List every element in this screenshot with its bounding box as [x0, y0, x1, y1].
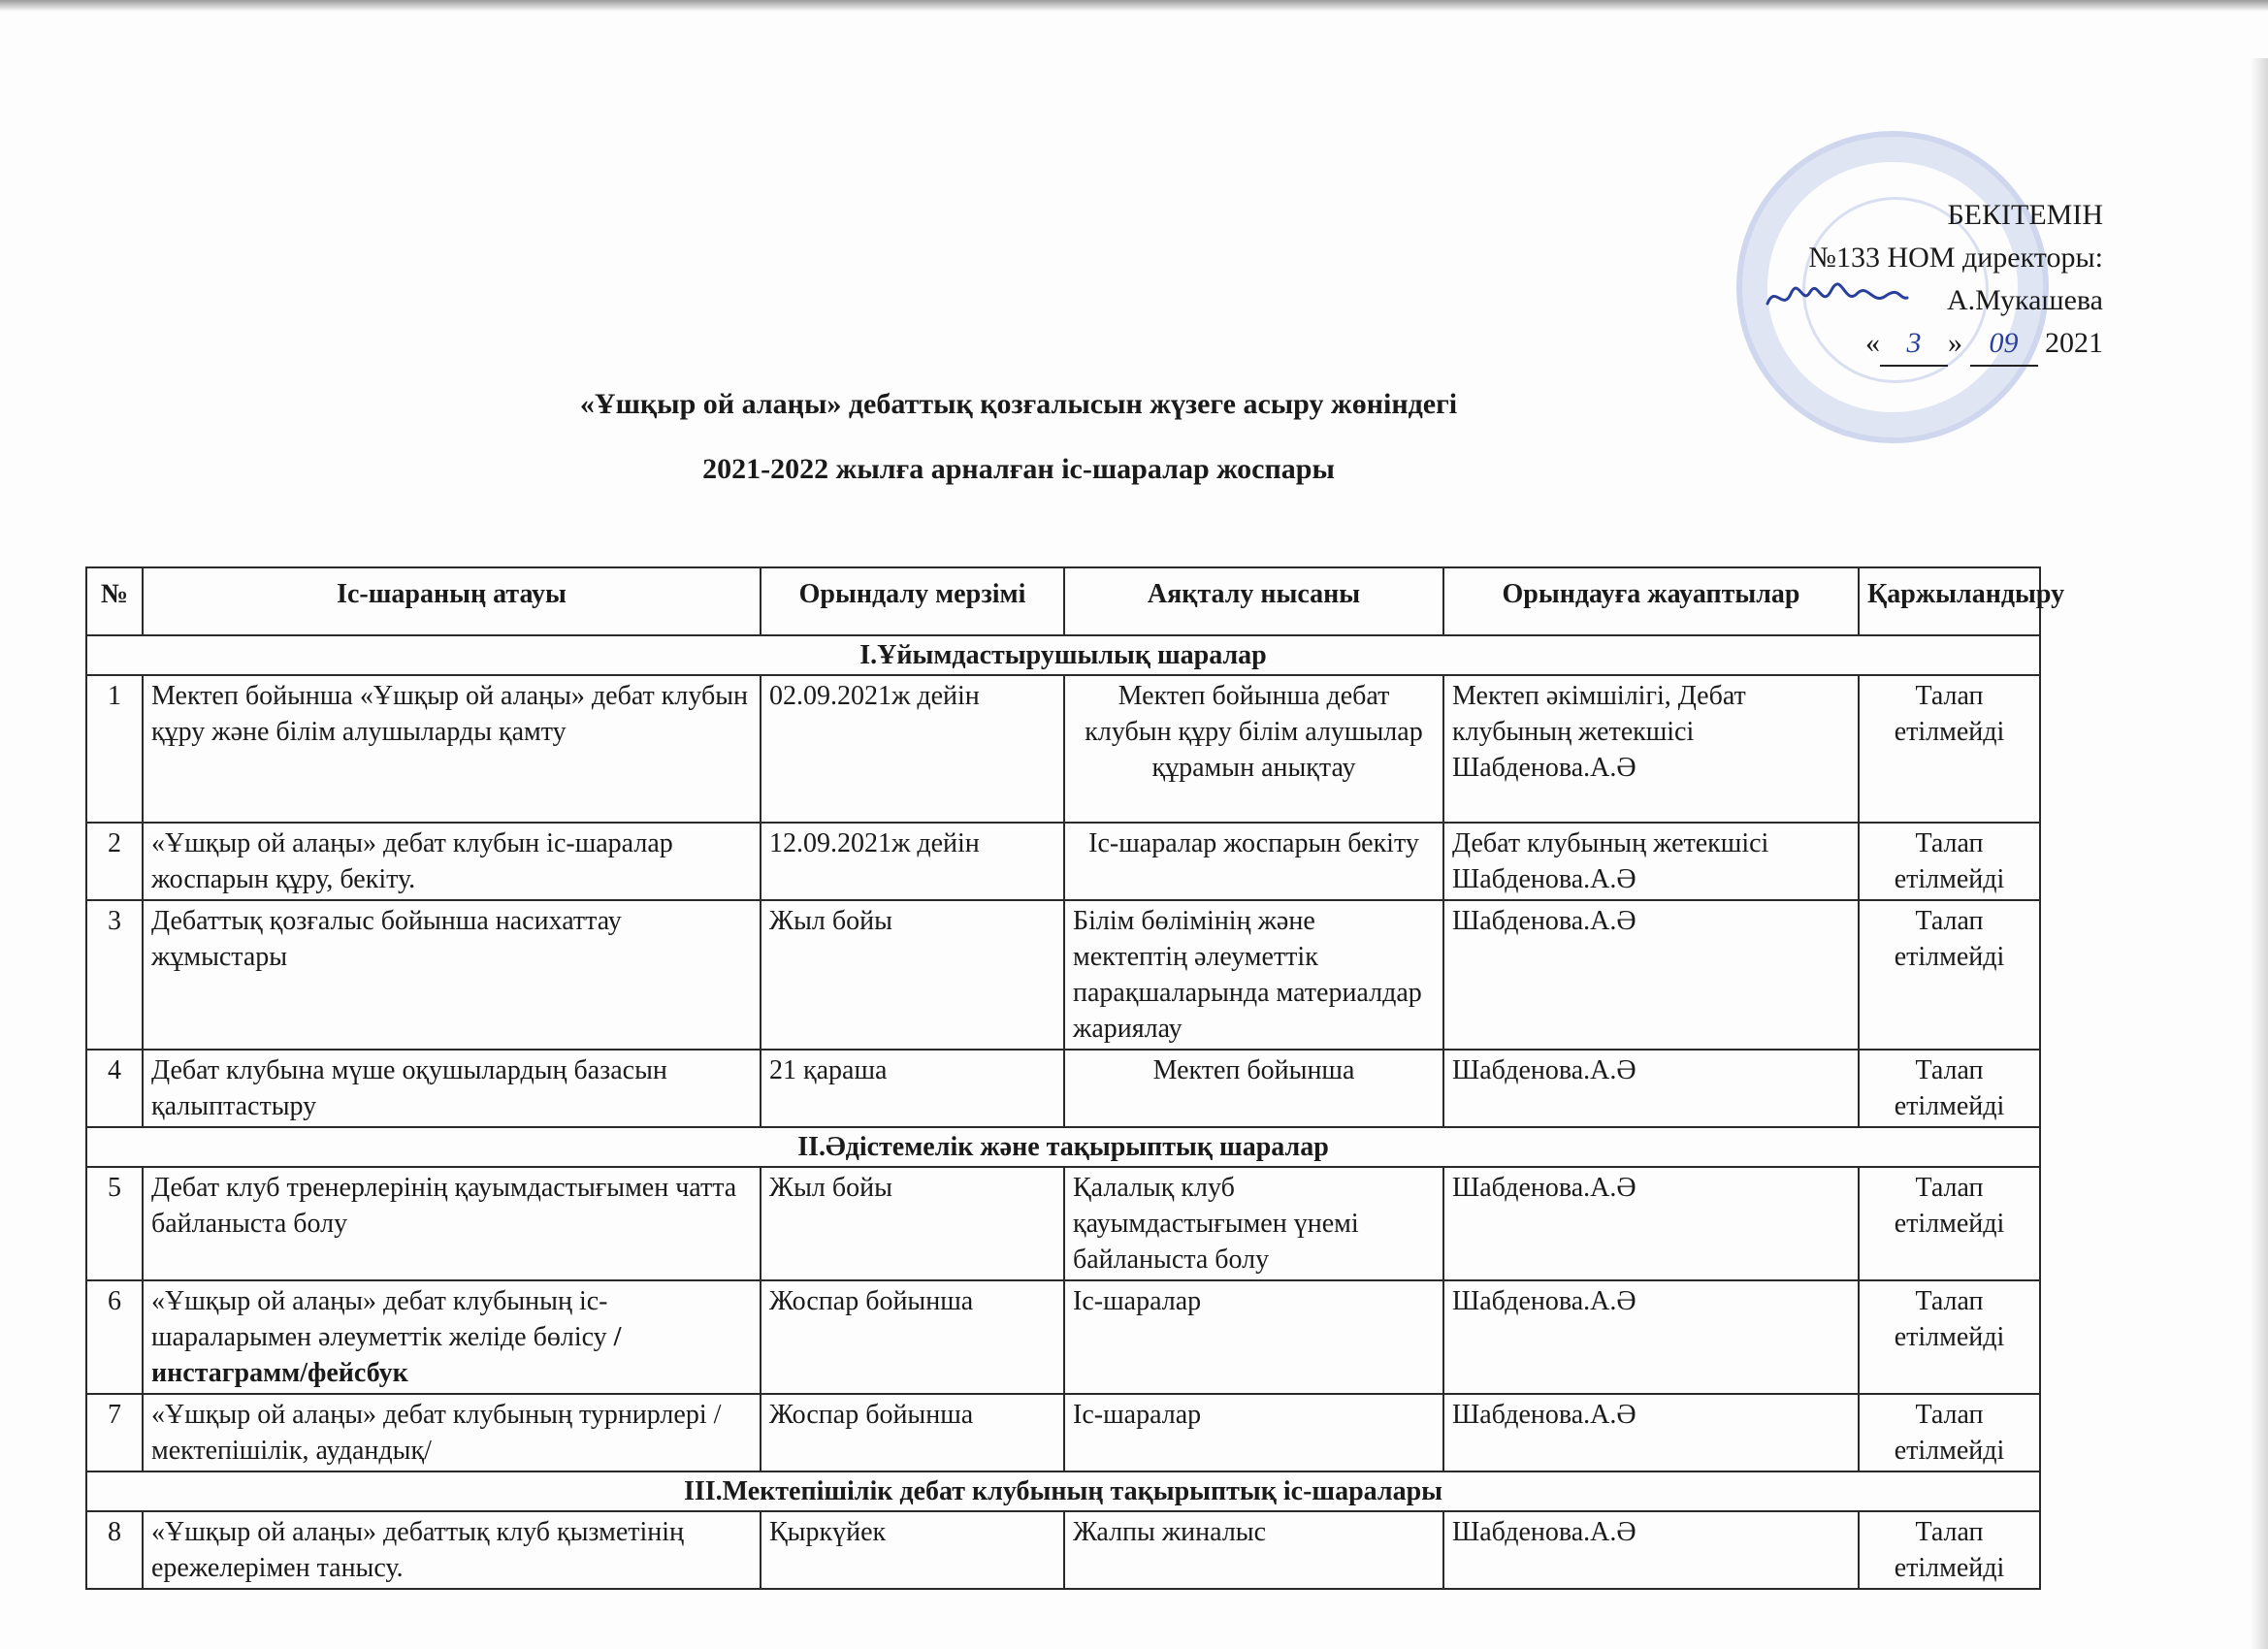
header-event-name: Іс-шараның атауы	[143, 567, 761, 635]
table-row	[86, 1511, 2040, 1589]
row-deadline: 02.09.2021ж дейін	[761, 675, 1064, 823]
row-financing: Талап етілмейді	[1859, 823, 2040, 900]
table-row	[86, 1394, 2040, 1471]
section-title: III.Мектепішілік дебат клубының тақырыптық іс-шаралары	[86, 1471, 2040, 1511]
row-number: 4	[86, 1050, 143, 1127]
approval-block	[1696, 194, 2103, 367]
row-financing: Талап етілмейді	[1859, 900, 2040, 1050]
document-title-line2: 2021-2022 жылға арналған іс-шаралар жоспары	[702, 453, 1335, 485]
approval-date: « 3 » 09 2021	[1696, 322, 2103, 367]
header-completion-form: Аяқталу нысаны	[1064, 567, 1443, 635]
row-completion-form: Мектеп бойынша дебат клубын құру білім алушылар құрамын анықтау	[1064, 675, 1443, 823]
table-row	[86, 1050, 2040, 1127]
row-completion-form: Іс-шаралар жоспарын бекіту	[1064, 823, 1443, 900]
scan-edge-right	[2251, 58, 2268, 1649]
plan-table	[85, 566, 2065, 1590]
scan-edge-top	[0, 0, 2268, 12]
row-number: 5	[86, 1167, 143, 1280]
row-number: 3	[86, 900, 143, 1050]
row-deadline: Жоспар бойынша	[761, 1394, 1064, 1471]
row-event-name-text: «Ұшқыр ой алаңы» дебат клубының іс-шараларымен әлеуметтік желіде бөлісу	[151, 1286, 608, 1352]
row-deadline: Қыркүйек	[761, 1511, 1064, 1589]
row-completion-form: Іс-шаралар	[1064, 1280, 1443, 1394]
header-deadline: Орындалу мерзімі	[761, 567, 1064, 635]
row-financing: Талап етілмейді	[1859, 1394, 2040, 1471]
row-financing: Талап етілмейді	[1859, 1167, 2040, 1280]
row-responsible: Дебат клубының жетекшісі Шабденова.А.Ә	[1443, 823, 1859, 900]
approval-year: 2021	[2045, 327, 2103, 359]
row-financing: Талап етілмейді	[1859, 1511, 2040, 1589]
row-number: 8	[86, 1511, 143, 1589]
row-event-name: Дебат клуб тренерлерінің қауымдастығымен чатта байланыста болу	[143, 1167, 761, 1280]
row-responsible: Шабденова.А.Ә	[1443, 1511, 1859, 1589]
approval-position: №133 НОМ директоры:	[1808, 242, 2103, 274]
row-completion-form: Жалпы жиналыс	[1064, 1511, 1443, 1589]
row-event-name: «Ұшқыр ой алаңы» дебаттық клуб қызметінің ережелерімен танысу.	[143, 1511, 761, 1589]
row-completion-form: Мектеп бойынша	[1064, 1050, 1443, 1127]
approval-month: 09	[1970, 322, 2038, 367]
table-row	[86, 823, 2040, 900]
row-event-name	[143, 1280, 761, 1394]
row-deadline: 21 қараша	[761, 1050, 1064, 1127]
row-event-name: Дебаттық қозғалыс бойынша насихаттау жұмыстары	[143, 900, 761, 1050]
table-row	[86, 900, 2040, 1050]
row-responsible: Шабденова.А.Ә	[1443, 1280, 1859, 1394]
row-number: 1	[86, 675, 143, 823]
section-title: I.Ұйымдастырушылық шаралар	[86, 635, 2040, 675]
row-financing: Талап етілмейді	[1859, 675, 2040, 823]
row-event-name: Мектеп бойынша «Ұшқыр ой алаңы» дебат клубын құру және білім алушыларды қамту	[143, 675, 761, 823]
table-header-row	[86, 567, 2040, 635]
row-completion-form: Білім бөлімінің және мектептің әлеуметтік парақшаларында материалдар жариялау	[1064, 900, 1443, 1050]
approval-heading: БЕКІТЕМІН	[1947, 199, 2103, 231]
document-title-line1: «Ұшқыр ой алаңы» дебаттық қозғалысын жүзеге асыру жөніндегі	[579, 388, 1458, 420]
row-responsible: Шабденова.А.Ә	[1443, 1394, 1859, 1471]
row-event-name: «Ұшқыр ой алаңы» дебат клубын іс-шаралар жоспарын құру, бекіту.	[143, 823, 761, 900]
social-networks-note: /инстаграмм/фейсбук	[151, 1322, 622, 1388]
row-responsible: Шабденова.А.Ә	[1443, 1167, 1859, 1280]
table-row	[86, 675, 2040, 823]
approval-name: А.Мукашева	[1946, 284, 2103, 316]
table-row	[86, 1167, 2040, 1280]
row-number: 6	[86, 1280, 143, 1394]
row-completion-form: Іс-шаралар	[1064, 1394, 1443, 1471]
section-title: II.Әдістемелік және тақырыптық шаралар	[86, 1127, 2040, 1167]
row-financing: Талап етілмейді	[1859, 1050, 2040, 1127]
row-number: 2	[86, 823, 143, 900]
row-deadline: Жоспар бойынша	[761, 1280, 1064, 1394]
row-event-name: Дебат клубына мүше оқушылардың базасын қалыптастыру	[143, 1050, 761, 1127]
row-deadline: Жыл бойы	[761, 900, 1064, 1050]
header-responsible: Орындауға жауаптылар	[1443, 567, 1859, 635]
row-responsible: Шабденова.А.Ә	[1443, 1050, 1859, 1127]
row-deadline: 12.09.2021ж дейін	[761, 823, 1064, 900]
row-number: 7	[86, 1394, 143, 1471]
row-responsible: Шабденова.А.Ә	[1443, 900, 1859, 1050]
row-completion-form: Қалалық клуб қауымдастығымен үнемі байланыста болу	[1064, 1167, 1443, 1280]
row-deadline: Жыл бойы	[761, 1167, 1064, 1280]
approval-day: 3	[1880, 322, 1948, 367]
header-number: №	[86, 567, 143, 635]
header-financing: Қаржыландыру	[1859, 567, 2040, 635]
row-financing: Талап етілмейді	[1859, 1280, 2040, 1394]
row-responsible: Мектеп әкімшілігі, Дебат клубының жетекшісі Шабденова.А.Ә	[1443, 675, 1859, 823]
table-row	[86, 1280, 2040, 1394]
row-event-name: «Ұшқыр ой алаңы» дебат клубының турнирлері /мектепішілік, аудандық/	[143, 1394, 761, 1471]
